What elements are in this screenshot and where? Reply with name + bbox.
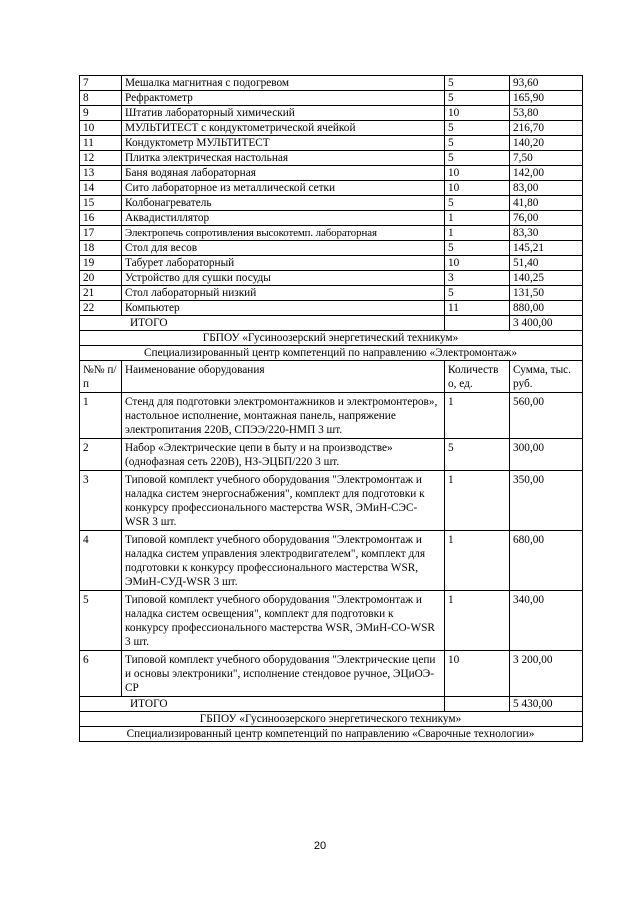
total-row	[80, 316, 583, 331]
equipment-name: Типовой комплект учебного оборудования "Электромонтаж и наладка систем управления электродвигателем", комплект для подготовки к конкурсу профессионального мастерства WSR, ЭМиН-СУД-WSR 3 шт.	[122, 531, 445, 591]
equipment-quantity: 5	[445, 241, 510, 256]
equipment-quantity: 1	[445, 393, 510, 439]
equipment-sum: 83,00	[510, 181, 583, 196]
equipment-name: Набор «Электрические цепи в быту и на производстве» (однофазная сеть 220В), НЗ-ЭЦБП/220 3 шт.	[122, 439, 445, 471]
row-number: 6	[80, 651, 122, 697]
equipment-name: МУЛЬТИТЕСТ с кондуктометрической ячейкой	[122, 121, 445, 136]
equipment-quantity: 5	[445, 439, 510, 471]
row-number: 15	[80, 196, 122, 211]
row-number: 4	[80, 531, 122, 591]
row-number: 21	[80, 286, 122, 301]
table-row	[80, 651, 583, 697]
equipment-quantity: 5	[445, 91, 510, 106]
table-row	[80, 211, 583, 226]
equipment-name: Аквадистиллятор	[122, 211, 445, 226]
equipment-quantity: 5	[445, 136, 510, 151]
row-number: 22	[80, 301, 122, 316]
equipment-sum: 880,00	[510, 301, 583, 316]
page-number: 20	[313, 840, 327, 852]
row-number: 2	[80, 439, 122, 471]
row-number: 8	[80, 91, 122, 106]
equipment-sum: 41,80	[510, 196, 583, 211]
equipment-sum: 165,90	[510, 91, 583, 106]
row-number: 7	[80, 76, 122, 91]
equipment-name: Кондуктометр МУЛЬТИТЕСТ	[122, 136, 445, 151]
equipment-quantity: 1	[445, 591, 510, 651]
header-sum: Сумма, тыс. руб.	[510, 361, 583, 393]
equipment-sum: 140,25	[510, 271, 583, 286]
equipment-name: Стол лабораторный низкий	[122, 286, 445, 301]
equipment-name: Стенд для подготовки электромонтажников и электромонтеров», настольное исполнение, монтажная панель, напряжение электропитания 220В, СПЭЭ/220-НМП 3 шт.	[122, 393, 445, 439]
row-number: 12	[80, 151, 122, 166]
row-number: 14	[80, 181, 122, 196]
equipment-name: Типовой комплект учебного оборудования "Электрические цепи и основы электроники", исполнение стендовое ручное, ЭЦиОЭ-СР	[122, 651, 445, 697]
equipment-name: Стол для весов	[122, 241, 445, 256]
equipment-quantity: 10	[445, 651, 510, 697]
header-quantity: Количество, ед.	[445, 361, 510, 393]
table-row	[80, 181, 583, 196]
org-row	[80, 331, 583, 346]
equipment-quantity: 11	[445, 301, 510, 316]
total-label: ИТОГО	[80, 316, 445, 331]
equipment-sum: 51,40	[510, 256, 583, 271]
equipment-sum: 76,00	[510, 211, 583, 226]
table-row	[80, 286, 583, 301]
equipment-sum: 340,00	[510, 591, 583, 651]
equipment-table	[79, 75, 583, 742]
equipment-quantity: 10	[445, 256, 510, 271]
table-row	[80, 256, 583, 271]
row-number: 11	[80, 136, 122, 151]
equipment-name: Типовой комплект учебного оборудования "Электромонтаж и наладка систем энергоснабжения", комплект для подготовки к конкурсу профессионального мастерства WSR, ЭМиН-СЭС-WSR 3 шт.	[122, 471, 445, 531]
equipment-quantity: 10	[445, 106, 510, 121]
table-row	[80, 531, 583, 591]
table-row	[80, 241, 583, 256]
equipment-quantity: 5	[445, 76, 510, 91]
row-number: 16	[80, 211, 122, 226]
equipment-name: Электропечь сопротивления высокотемп. лабораторная	[122, 226, 445, 241]
equipment-name: Устройство для сушки посуды	[122, 271, 445, 286]
equipment-name: Компьютер	[122, 301, 445, 316]
equipment-name: Баня водяная лабораторная	[122, 166, 445, 181]
table-row	[80, 439, 583, 471]
row-number: 13	[80, 166, 122, 181]
row-number: 3	[80, 471, 122, 531]
equipment-quantity: 3	[445, 271, 510, 286]
equipment-quantity: 5	[445, 196, 510, 211]
row-number: 5	[80, 591, 122, 651]
section-title-row	[80, 727, 583, 742]
equipment-sum: 7,50	[510, 151, 583, 166]
equipment-quantity: 1	[445, 531, 510, 591]
total-label: ИТОГО	[80, 697, 445, 712]
org-row	[80, 712, 583, 727]
row-number: 20	[80, 271, 122, 286]
row-number: 17	[80, 226, 122, 241]
header-name: Наименование оборудования	[122, 361, 445, 393]
equipment-quantity: 1	[445, 226, 510, 241]
equipment-sum: 93,60	[510, 76, 583, 91]
total-row	[80, 697, 583, 712]
equipment-sum: 3 200,00	[510, 651, 583, 697]
equipment-quantity: 5	[445, 151, 510, 166]
equipment-quantity: 5	[445, 286, 510, 301]
organization-name: ГБПОУ «Гусиноозерского энергетического техникум»	[80, 712, 583, 727]
row-number: 9	[80, 106, 122, 121]
equipment-name: Типовой комплект учебного оборудования "Электромонтаж и наладка систем освещения", комплект для подготовки к конкурсу профессионального мастерства WSR, ЭМиН-СО-WSR 3 шт.	[122, 591, 445, 651]
total-quantity-cell	[445, 316, 510, 331]
equipment-sum: 350,00	[510, 471, 583, 531]
table-row	[80, 226, 583, 241]
equipment-name: Плитка электрическая настольная	[122, 151, 445, 166]
table-row	[80, 271, 583, 286]
section-title: Специализированный центр компетенций по направлению «Электромонтаж»	[80, 346, 583, 361]
row-number: 18	[80, 241, 122, 256]
equipment-sum: 142,00	[510, 166, 583, 181]
header-number: №№ п/п	[80, 361, 122, 393]
equipment-quantity: 10	[445, 166, 510, 181]
table-row	[80, 136, 583, 151]
table-row	[80, 121, 583, 136]
header-row	[80, 361, 583, 393]
table-row	[80, 301, 583, 316]
table-row	[80, 106, 583, 121]
equipment-sum: 83,30	[510, 226, 583, 241]
equipment-sum: 300,00	[510, 439, 583, 471]
equipment-name: Рефрактометр	[122, 91, 445, 106]
table-row	[80, 91, 583, 106]
equipment-quantity: 1	[445, 211, 510, 226]
equipment-sum: 216,70	[510, 121, 583, 136]
table-row	[80, 591, 583, 651]
row-number: 1	[80, 393, 122, 439]
equipment-quantity: 5	[445, 121, 510, 136]
table-row	[80, 76, 583, 91]
organization-name: ГБПОУ «Гусиноозерский энергетический техникум»	[80, 331, 583, 346]
equipment-sum: 140,20	[510, 136, 583, 151]
equipment-sum: 53,80	[510, 106, 583, 121]
total-sum: 5 430,00	[510, 697, 583, 712]
total-quantity-cell	[445, 697, 510, 712]
row-number: 10	[80, 121, 122, 136]
equipment-name: Колбонагреватель	[122, 196, 445, 211]
equipment-name: Штатив лабораторный химический	[122, 106, 445, 121]
table-row	[80, 393, 583, 439]
equipment-sum: 131,50	[510, 286, 583, 301]
equipment-name: Мешалка магнитная с подогревом	[122, 76, 445, 91]
section-title-row	[80, 346, 583, 361]
equipment-quantity: 1	[445, 471, 510, 531]
equipment-sum: 145,21	[510, 241, 583, 256]
table-row	[80, 196, 583, 211]
equipment-sum: 560,00	[510, 393, 583, 439]
section-title: Специализированный центр компетенций по направлению «Сварочные технологии»	[80, 727, 583, 742]
table-row	[80, 166, 583, 181]
row-number: 19	[80, 256, 122, 271]
equipment-name: Сито лабораторное из металлической сетки	[122, 181, 445, 196]
table-row	[80, 151, 583, 166]
equipment-sum: 680,00	[510, 531, 583, 591]
equipment-quantity: 10	[445, 181, 510, 196]
total-sum: 3 400,00	[510, 316, 583, 331]
table-row	[80, 471, 583, 531]
equipment-name: Табурет лабораторный	[122, 256, 445, 271]
